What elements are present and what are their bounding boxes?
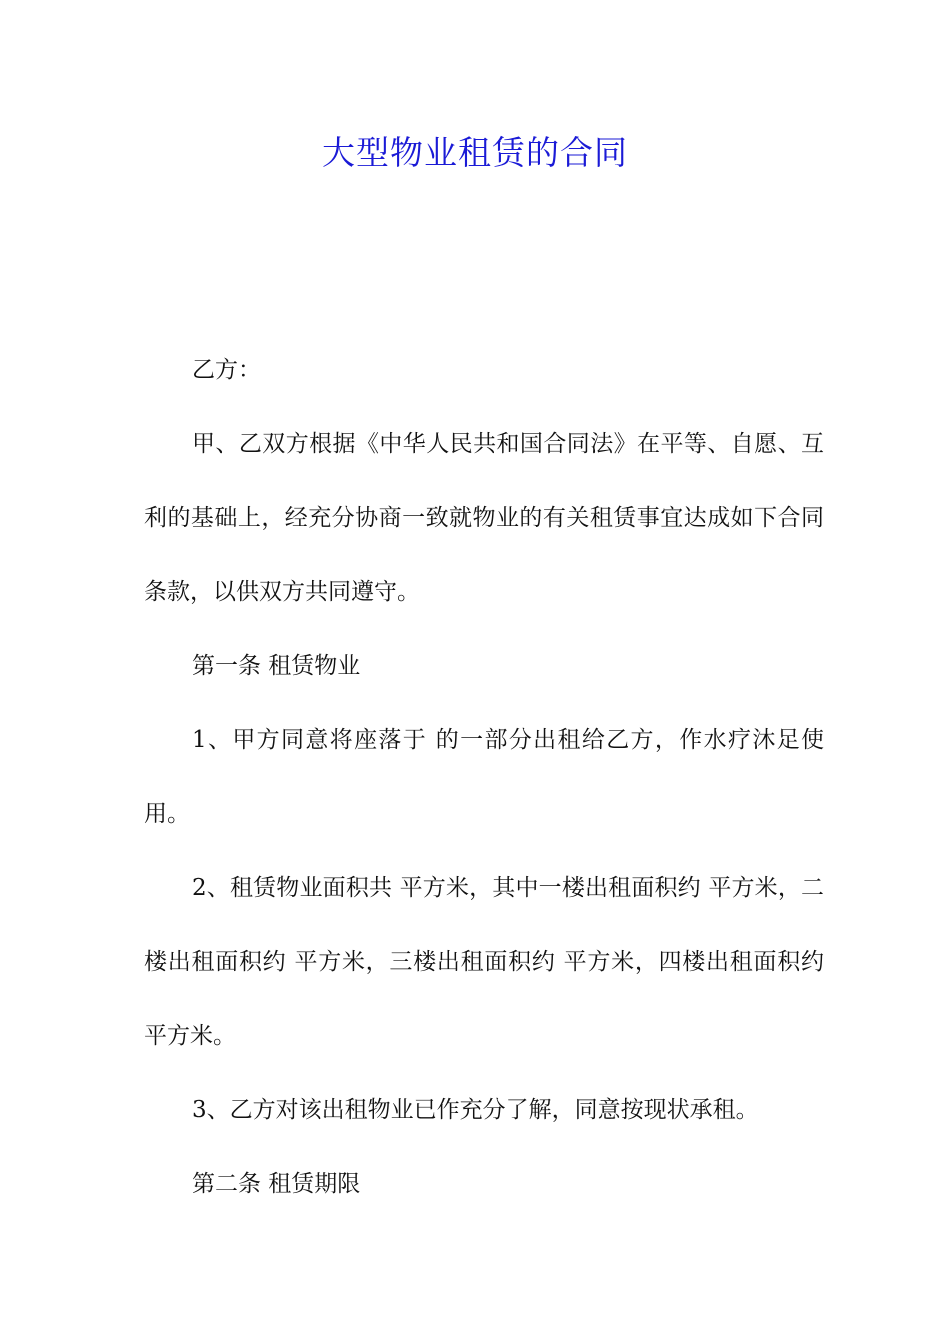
preamble-paragraph: 甲、乙双方根据《中华人民共和国合同法》在平等、自愿、互利的基础上，经充分协商一致就物业的有关租赁事宜达成如下合同条款，以供双方共同遵守。 (144, 431, 824, 605)
document-body (144, 333, 824, 1221)
article-1-clause-2: 2、租赁物业面积共 平方米，其中一楼出租面积约 平方米，二楼出租面积约 平方米，三楼出租面积约 平方米，四楼出租面积约 平方米。 (144, 875, 824, 1049)
article-1-heading: 第一条 租赁物业 (192, 653, 361, 679)
article-1-clause-3: 3、乙方对该出租物业已作充分了解，同意按现状承租。 (192, 1097, 759, 1123)
party-b-line: 乙方： (192, 357, 261, 383)
article-1-clause-1: 1、甲方同意将座落于 的一部分出租给乙方，作水疗沐足使用。 (144, 727, 824, 827)
document-title: 大型物业租赁的合同 (322, 133, 628, 172)
article-2-heading: 第二条 租赁期限 (192, 1171, 361, 1197)
